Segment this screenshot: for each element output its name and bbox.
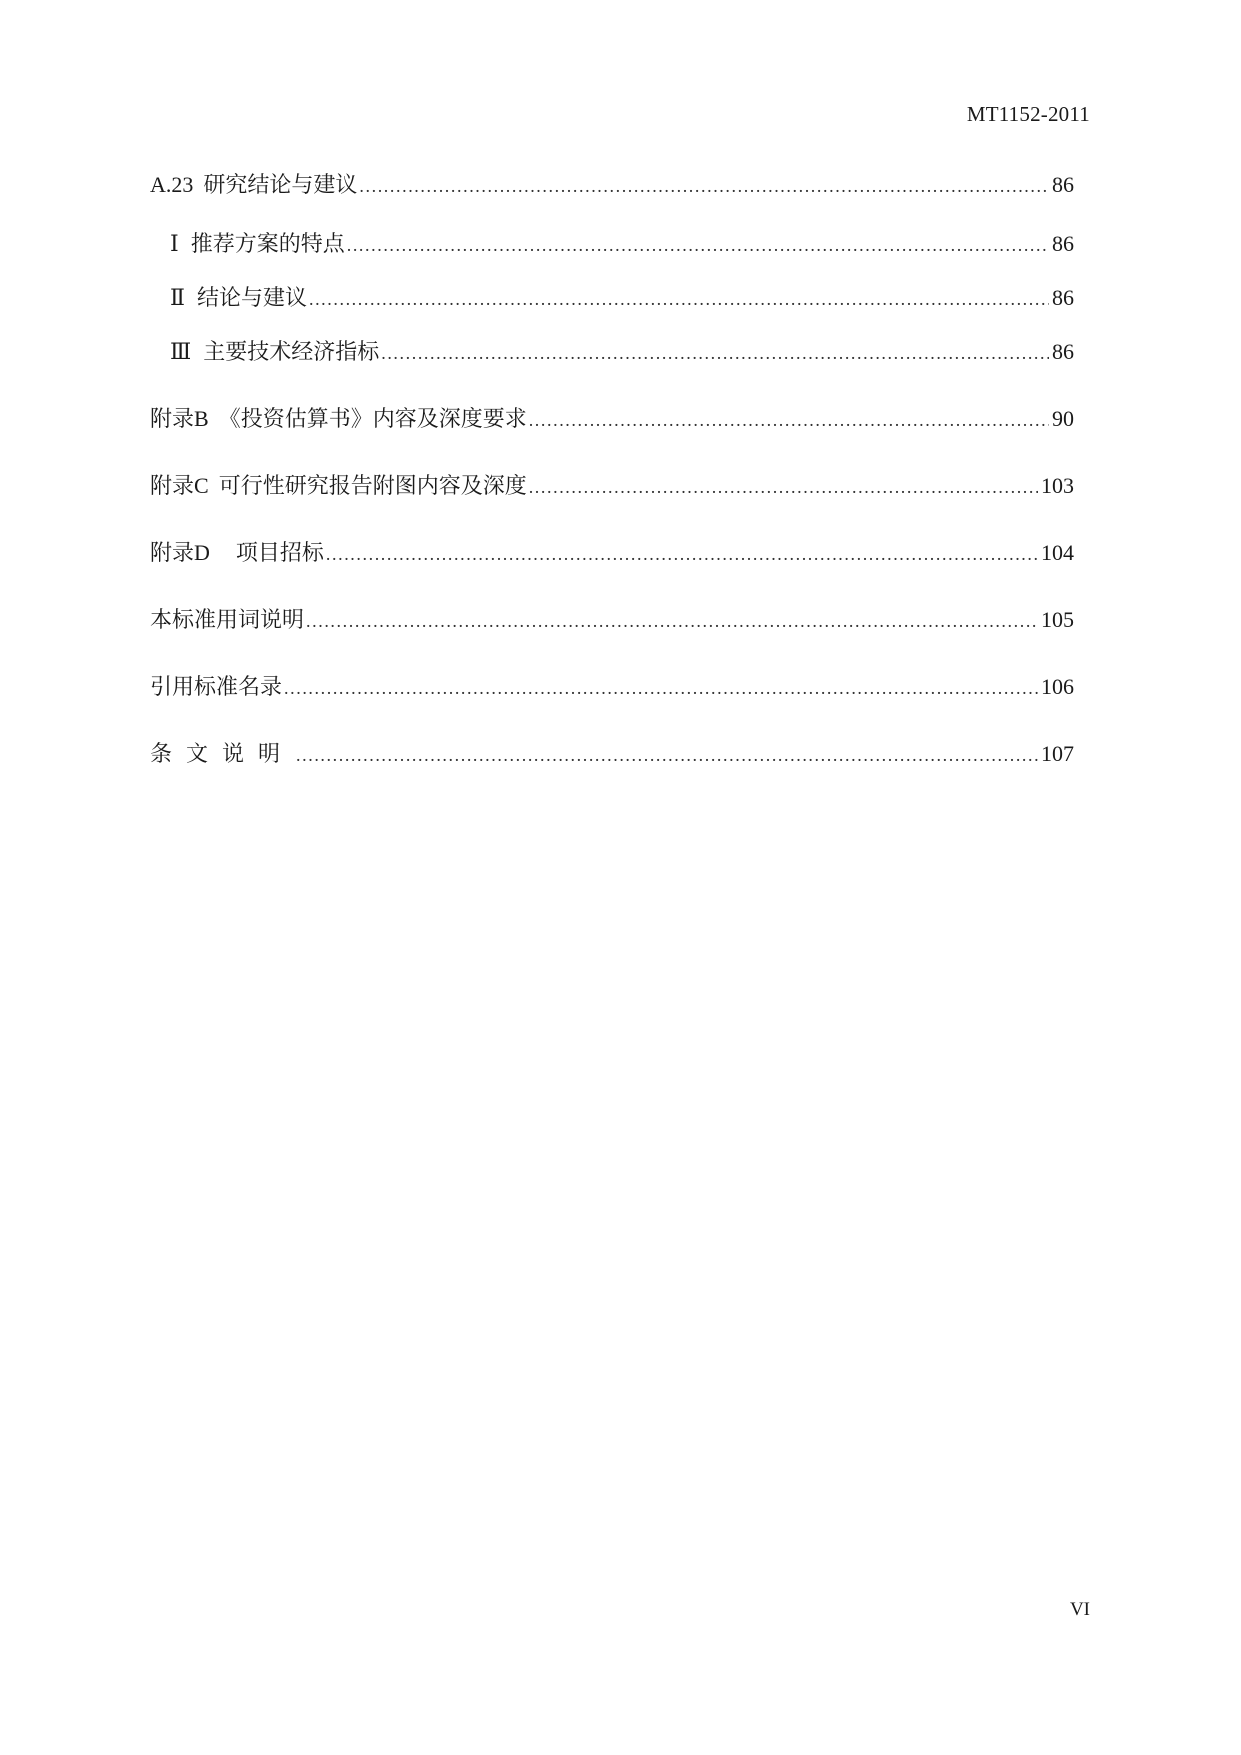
toc-entry-title: 推荐方案的特点 <box>190 231 345 256</box>
toc-entry-appendix-d[interactable] <box>150 537 1074 569</box>
toc-entry-references[interactable] <box>150 671 1074 703</box>
toc-entry-title: 可行性研究报告附图内容及深度 <box>218 473 527 498</box>
toc-entry-title: 条文说明 <box>150 741 295 766</box>
toc-entry-number: 附录C <box>150 473 209 498</box>
toc-entry-page: 103 <box>1041 473 1074 498</box>
toc-entry-number: A.23 <box>150 172 194 197</box>
toc-leader-dots <box>347 229 1049 261</box>
toc-entry-number: Ⅰ <box>170 231 179 256</box>
toc-entry-page: 86 <box>1052 285 1074 310</box>
toc-entry-page: 86 <box>1052 231 1074 256</box>
toc-leader-dots <box>284 672 1038 704</box>
toc-leader-dots <box>529 404 1049 436</box>
toc-entry-title: 研究结论与建议 <box>203 172 358 197</box>
toc-entry-page: 104 <box>1041 540 1074 565</box>
toc-leader-dots <box>296 739 1038 771</box>
toc-entry-page: 86 <box>1052 339 1074 364</box>
toc-entry-a23[interactable] <box>150 169 1074 201</box>
toc-entry-number: 附录B <box>150 406 209 431</box>
toc-leader-dots <box>359 170 1049 202</box>
toc-leader-dots <box>529 471 1038 503</box>
toc-leader-dots <box>326 538 1038 570</box>
toc-leader-dots <box>381 337 1049 369</box>
toc-entry-appendix-c[interactable] <box>150 470 1074 502</box>
toc-entry-page: 90 <box>1052 406 1074 431</box>
toc-entry-i[interactable] <box>170 228 1074 260</box>
toc-entry-title: 引用标准名录 <box>150 674 283 699</box>
toc-entry-ii[interactable] <box>170 282 1074 314</box>
standard-code: MT1152-2011 <box>966 102 1090 126</box>
toc-leader-dots <box>306 605 1038 637</box>
toc-entry-number: Ⅱ <box>170 285 185 310</box>
toc-entry-page: 106 <box>1041 674 1074 699</box>
toc-entry-page: 86 <box>1052 172 1074 197</box>
toc-entry-title: 结论与建议 <box>196 285 307 310</box>
toc-entry-explanation[interactable] <box>150 738 1074 770</box>
toc-entry-page: 107 <box>1041 741 1074 766</box>
toc-entry-number: Ⅲ <box>170 339 192 364</box>
page-number: VI <box>1069 1599 1090 1620</box>
toc-entry-title: 《投资估算书》内容及深度要求 <box>218 406 527 431</box>
toc-entry-title: 本标准用词说明 <box>150 607 305 632</box>
toc-entry-title: 主要技术经济指标 <box>203 339 380 364</box>
toc-entry-title: 项目招标 <box>235 540 324 565</box>
toc-leader-dots <box>309 283 1049 315</box>
toc-entry-page: 105 <box>1041 607 1074 632</box>
toc-entry-iii[interactable] <box>170 336 1074 368</box>
toc-entry-number: 附录D <box>150 540 210 565</box>
toc-entry-terms[interactable] <box>150 604 1074 636</box>
toc-entry-appendix-b[interactable] <box>150 403 1074 435</box>
